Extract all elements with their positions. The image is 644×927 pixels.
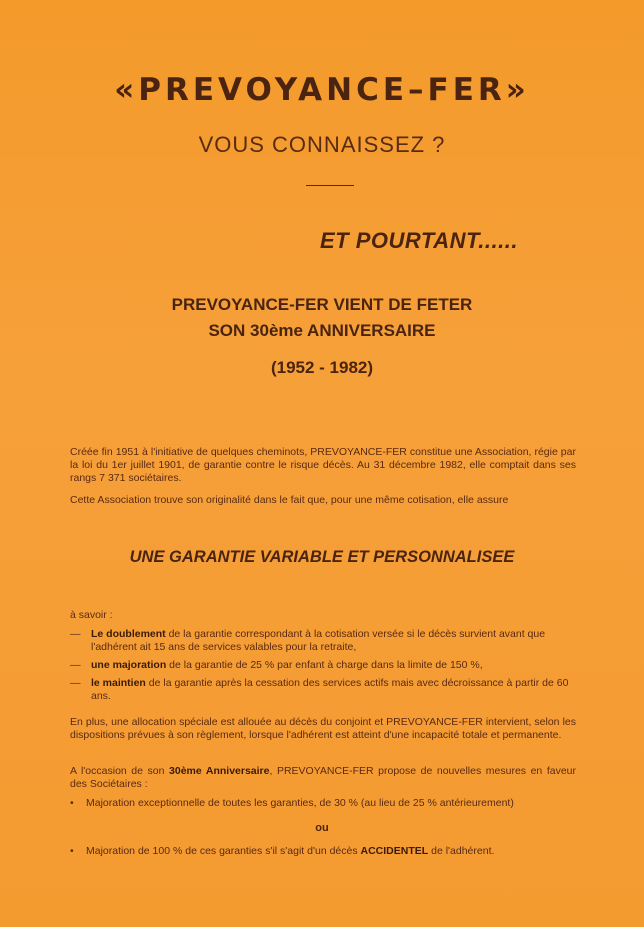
divider: [306, 185, 354, 186]
bullet-text: Majoration exceptionnelle de toutes les garanties, de 30 % (au lieu de 25 % antérieurement): [86, 797, 514, 809]
a-savoir-label: à savoir :: [70, 609, 113, 621]
list-item-text: de la garantie correspondant à la cotisation versée si le décès survient avant que l'adhérent ait 15 ans de services valables pour la retraite,: [91, 628, 546, 653]
list-item-text: de la garantie de 25 % par enfant à charge dans la limite de 150 %,: [166, 659, 483, 671]
list-item-bold: Le doublement: [91, 628, 166, 640]
dash-marker: —: [70, 659, 81, 671]
announcement-line-1: PREVOYANCE-FER VIENT DE FETER: [171, 295, 473, 314]
anniversary-years: (1952 - 1982): [270, 358, 374, 377]
anniversary-announcement: [0, 292, 644, 344]
garantie-heading: UNE GARANTIE VARIABLE ET PERSONNALISEE: [129, 548, 515, 566]
list-item: [70, 659, 576, 672]
list-item-bold: le maintien: [91, 677, 146, 689]
anniversary-paragraph: [70, 765, 576, 791]
intro-paragraph-2: Cette Association trouve son originalité dans le fait que, pour une même cotisation, elle assure: [70, 494, 509, 506]
list-item: [70, 628, 576, 654]
list-item-text: de la garantie après la cessation des services actifs mais avec décroissance à partir de 60 ans.: [91, 677, 569, 702]
dash-marker: —: [70, 677, 81, 689]
paragraph-bold: 30ème Anniversaire: [169, 765, 270, 777]
ou-separator: ou: [315, 822, 329, 834]
paragraph-text: , PREVOYANCE-FER propose de nouvelles mesures en faveur des Sociétaires :: [70, 765, 576, 790]
bullet-item-2: [70, 845, 580, 858]
document-subtitle: VOUS CONNAISSEZ ?: [198, 132, 446, 157]
bullet-item-1: [70, 797, 580, 810]
et-pourtant-heading: ET POURTANT......: [320, 228, 518, 253]
dash-marker: —: [70, 628, 81, 640]
bullet-bold: ACCIDENTEL: [360, 845, 429, 857]
intro-paragraph-1: Créée fin 1951 à l'initiative de quelques cheminots, PREVOYANCE-FER constitue une Association, régie par la loi du 1er juillet 1901, de garantie contre le risque décès. Au 31 décembre 1982, elle comptait dans ses rangs 7 371 sociétaires.: [70, 446, 576, 484]
garantie-list: [70, 628, 576, 708]
bullet-text: Majoration de 100 % de ces garanties s'il s'agit d'un décès: [86, 845, 361, 857]
list-item: [70, 677, 576, 703]
announcement-line-2: SON 30ème ANNIVERSAIRE: [208, 321, 436, 340]
document-title: «PREVOYANCE–FER»: [114, 72, 530, 108]
list-item-bold: une majoration: [91, 659, 167, 671]
allocation-paragraph: En plus, une allocation spéciale est allouée au décès du conjoint et PREVOYANCE-FER intervient, selon les dispositions prévues à son règlement, lorsque l'adhérent est atteint d'une incapacité totale et permanente.: [70, 716, 576, 741]
paragraph-text: A l'occasion de son: [70, 765, 170, 777]
bullet-dot: •: [70, 797, 74, 809]
bullet-text: de l'adhérent.: [428, 845, 495, 857]
bullet-dot: •: [70, 845, 74, 857]
